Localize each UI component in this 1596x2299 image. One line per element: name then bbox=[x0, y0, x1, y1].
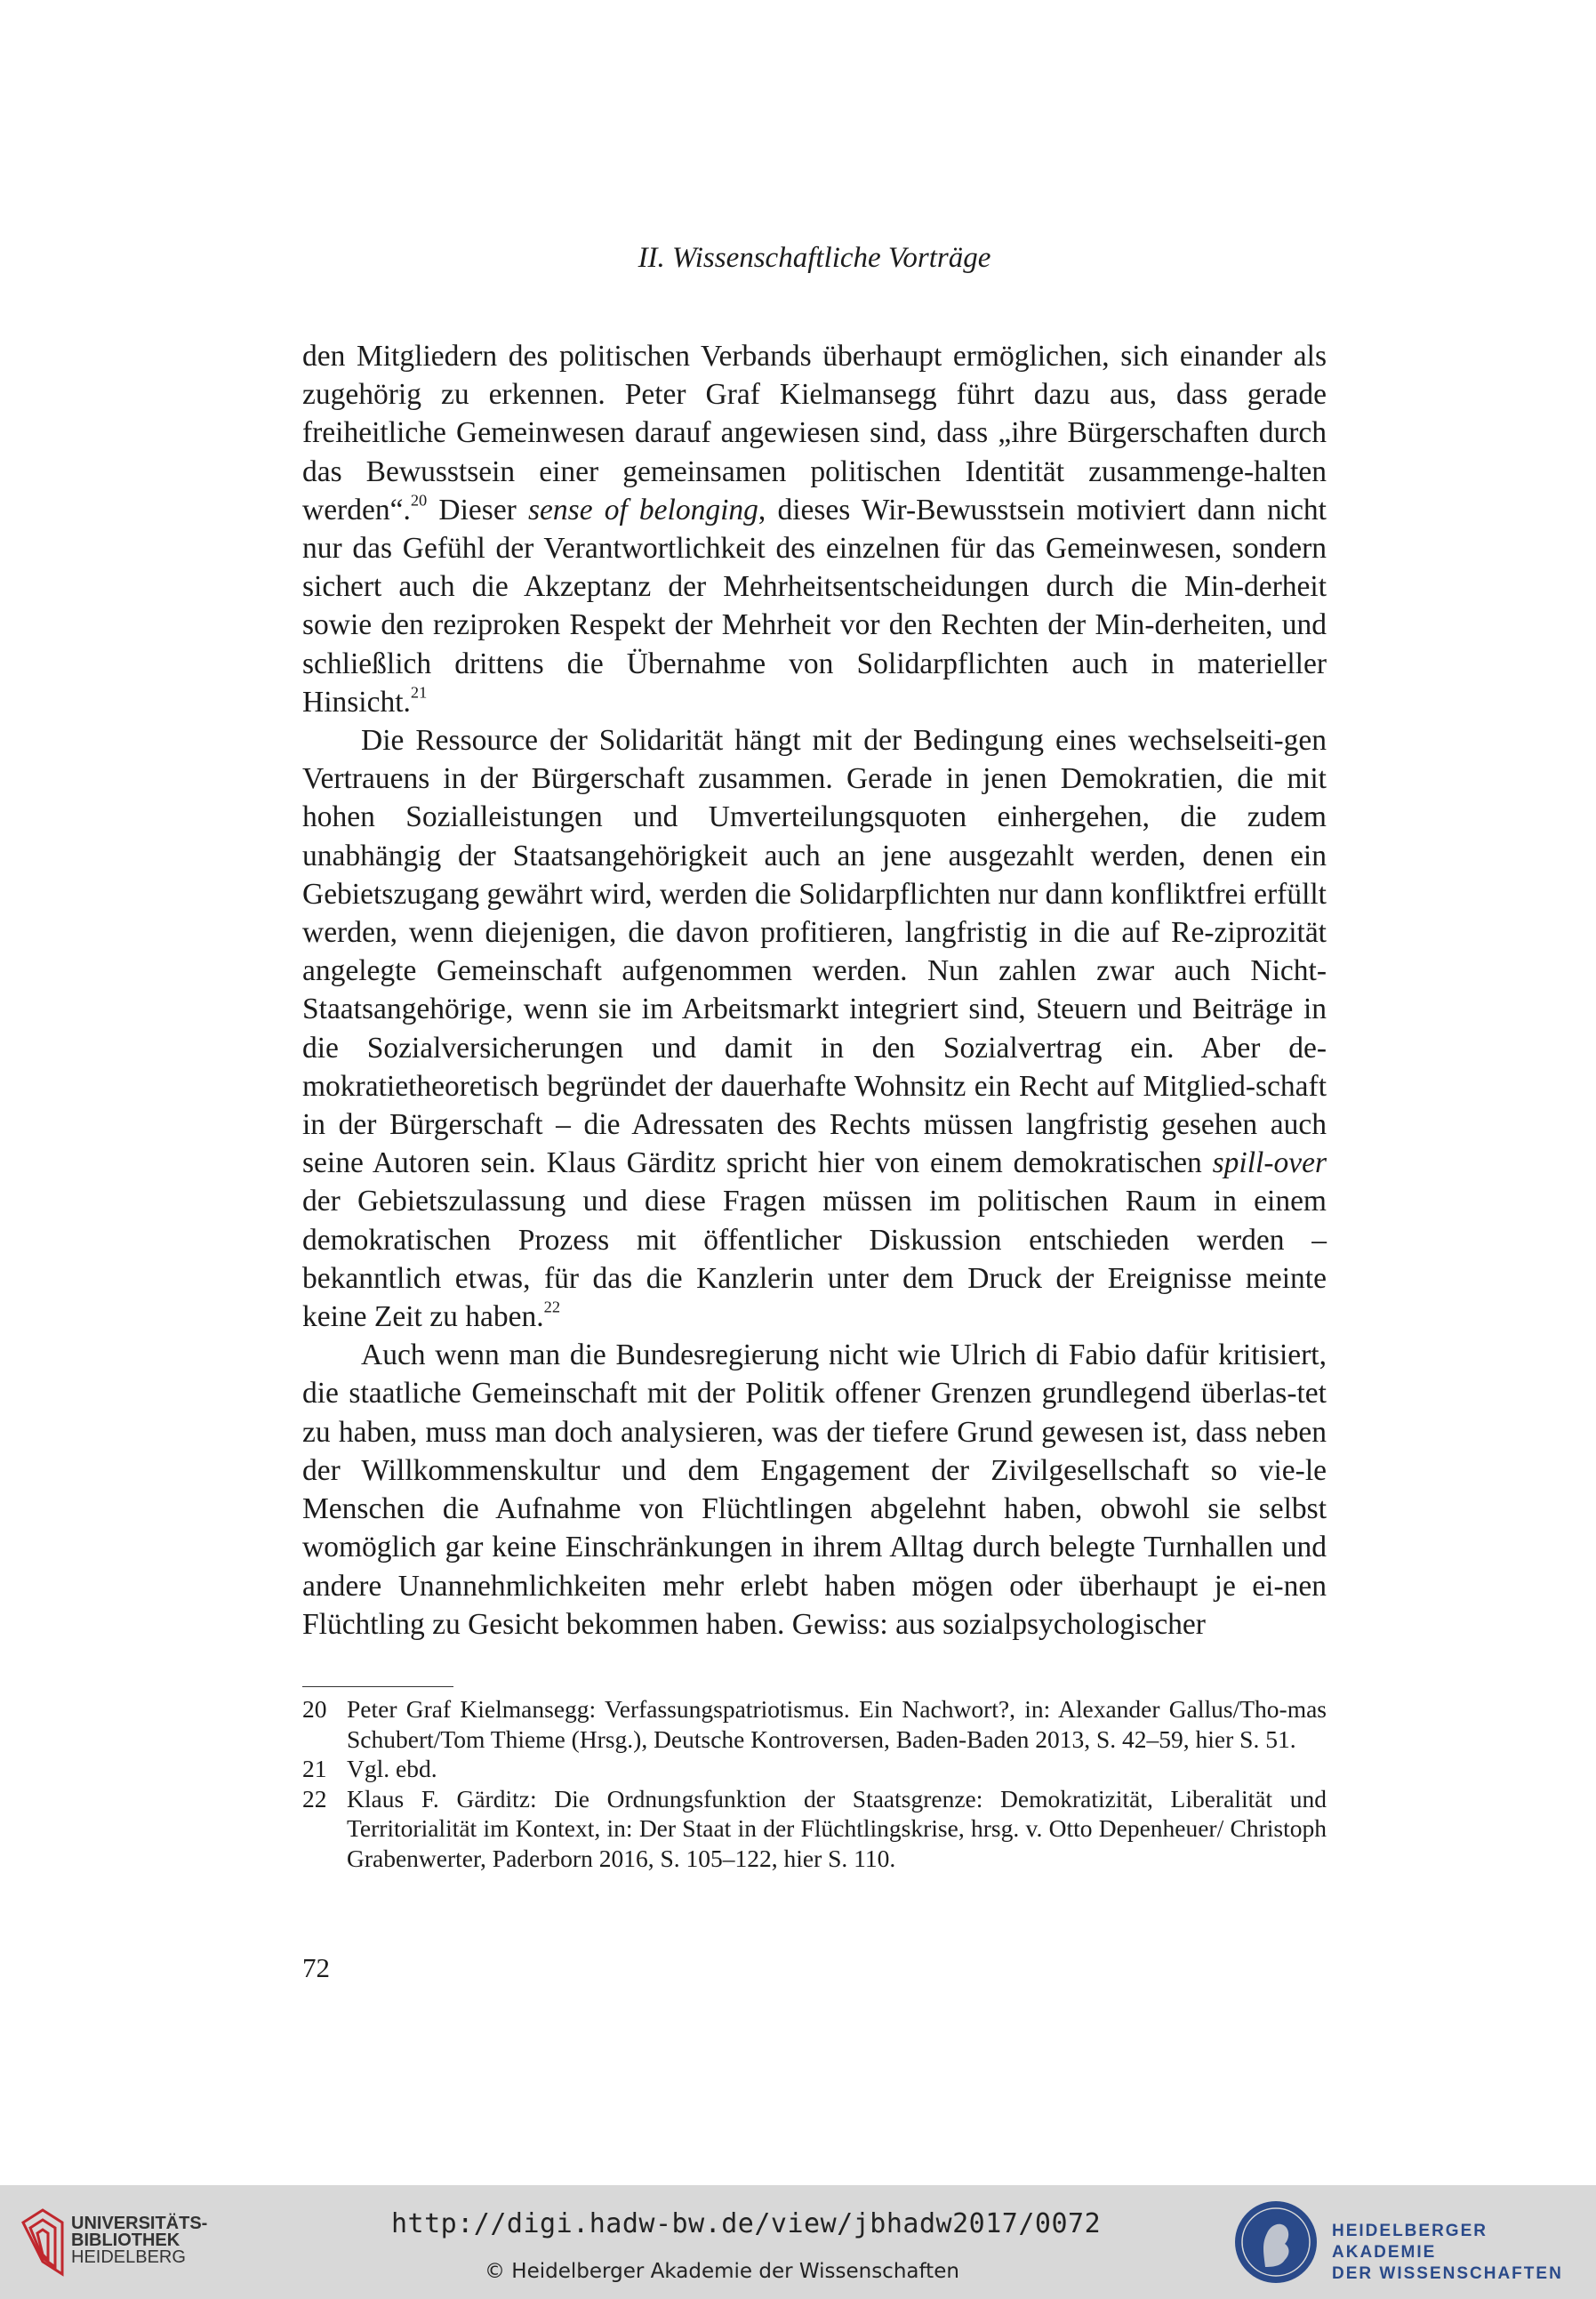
footnote-number: 22 bbox=[302, 1784, 327, 1813]
footnote-text: Klaus F. Gärditz: Die Ordnungsfunktion der Staatsgrenze: Demokratizität, Liberalität und Territorialität im Kontext, in: Der Staat in der Flüchtlingskrise, hrsg. v. Otto Depenheuer/ Christoph Grabenwerter, Paderborn 2016, S. 105–122, hier S. 110. bbox=[347, 1784, 1327, 1872]
page-number: 72 bbox=[302, 1952, 330, 1983]
source-url-link[interactable]: http://digi.hadw-bw.de/view/jbhadw2017/0072 bbox=[391, 2208, 1102, 2239]
footnote-text: Vgl. ebd. bbox=[347, 1755, 437, 1782]
footnote-ref-20[interactable]: 20 bbox=[410, 491, 428, 510]
paragraph-2-text-a: Die Ressource der Solidarität hängt mit der Bedingung eines wechselseiti-gen Vertrauens in der Bürgerschaft zusammen. Gerade in jenen Demokratien, die mit hohen Sozialleistungen und Umverteilungsquoten einhergehen, die zudem unabhängig der Staatsangehörigkeit auch an jene ausgezahlt werden, denen ein Gebietszugang gewährt wird, werden die Solidarpflichten nur dann konfliktfrei erfüllt werden, wenn diejenigen, die davon profitieren, langfristig in die auf Re-ziprozität angelegte Gemeinschaft aufgenommen werden. Nun zahlen zwar auch Nicht-Staatsangehörige, wenn sie im Arbeitsmarkt integriert sind, Steuern und Beiträge in die Sozialversicherungen und damit in den Sozialvertrag ein. Aber de-mokratietheoretisch begründet der dauerhafte Wohnsitz ein Recht auf Mitglied-schaft in der Bürgerschaft – die Adressaten des Rechts müssen langfristig gesehen auch seine Autoren sein. Klaus Gärditz spricht hier von einem demokratischen bbox=[302, 724, 1327, 1180]
footnote-text: Peter Graf Kielmansegg: Verfassungspatriotismus. Ein Nachwort?, in: Alexander Gallus/Tho-mas Schubert/Tom Thieme (Hrsg.), Deutsche Kontroversen, Baden-Baden 2013, S. 42–59, hier S. 51. bbox=[347, 1695, 1327, 1753]
footnote-divider bbox=[302, 1686, 453, 1687]
footer-bar bbox=[0, 2185, 1596, 2299]
paragraph-1-text-c: , dieses Wir-Bewusstsein motiviert dann nicht nur das Gefühl der Verantwortlichkeit des einzelnen für das Gemeinwesen, sondern sichert auch die Akzeptanz der Mehrheitsentscheidungen durch die Min-derheit sowie den reziproken Respekt der Mehrheit vor den Rechten der Min-derheiten, und schließlich drittens die Übernahme von Solidarpflichten auch in materieller Hinsicht. bbox=[302, 493, 1327, 719]
footnotes bbox=[302, 1694, 1327, 1873]
paragraph-2 bbox=[302, 721, 1327, 1336]
library-line-1: UNIVERSITÄTS- bbox=[71, 2214, 208, 2233]
footnote-21 bbox=[302, 1754, 1327, 1784]
academy-line-1: HEIDELBERGER AKADEMIE bbox=[1332, 2222, 1488, 2262]
paragraph-2-emphasis: spill-over bbox=[1212, 1146, 1327, 1180]
paragraph-2-text-b: der Gebietszulassung und diese Fragen müssen im politischen Raum in einem demokratischen Prozess mit öffentlicher Diskussion entschieden werden – bekanntlich etwas, für das die Kanzlerin unter dem Druck der Ereignisse meinte keine Zeit zu haben. bbox=[302, 1185, 1327, 1334]
footnote-20 bbox=[302, 1694, 1327, 1754]
paragraph-1-text-a: den Mitgliedern des politischen Verbands überhaupt ermöglichen, sich einander als zugehörig zu erkennen. Peter Graf Kielmansegg führt dazu aus, dass gerade freiheitliche Gemeinwesen darauf angewiesen sind, dass „ihre Bürgerschaften durch das Bewusstsein einer gemeinsamen politischen Identität zusammenge-halten werden“. bbox=[302, 340, 1327, 527]
copyright-notice: © Heidelberger Akademie der Wissenschaften bbox=[485, 2260, 959, 2283]
main-text bbox=[302, 337, 1327, 1644]
footnote-number: 20 bbox=[302, 1695, 327, 1723]
paragraph-1 bbox=[302, 337, 1327, 721]
footnote-ref-22[interactable]: 22 bbox=[543, 1298, 561, 1316]
library-line-3: HEIDELBERG bbox=[71, 2247, 186, 2267]
paragraph-3: Auch wenn man die Bundesregierung nicht wie Ulrich di Fabio dafür kritisiert, die staatliche Gemeinschaft mit der Politik offener Grenzen grundlegend überlas-tet zu haben, muss man doch analysieren, was der tiefere Grund gewesen ist, dass neben der Willkommenskultur und dem Engagement der Zivilgesellschaft so vie-le Menschen die Aufnahme von Flüchtlingen abgelehnt haben, obwohl sie selbst womöglich gar keine Einschränkungen in ihrem Alltag durch belegte Turnhallen und andere Unannehmlichkeiten mehr erlebt haben mögen oder überhaupt je ei-nen Flüchtling zu Gesicht bekommen haben. Gewiss: aus sozialpsychologischer bbox=[302, 1338, 1327, 1641]
footnote-22 bbox=[302, 1784, 1327, 1874]
footnote-number: 21 bbox=[302, 1755, 327, 1782]
footnote-ref-21[interactable]: 21 bbox=[410, 683, 428, 702]
academy-line-2: DER WISSENSCHAFTEN bbox=[1332, 2264, 1563, 2283]
paragraph-1-emphasis: sense of belonging bbox=[528, 493, 758, 527]
running-head: II. Wissenschaftliche Vorträge bbox=[638, 242, 991, 274]
library-line-2: BIBLIOTHEK bbox=[71, 2231, 180, 2250]
library-name bbox=[71, 2215, 207, 2266]
academy-seal-icon[interactable] bbox=[1231, 2198, 1320, 2287]
paragraph-1-text-b: Dieser bbox=[427, 493, 528, 527]
academy-name bbox=[1332, 2221, 1596, 2285]
